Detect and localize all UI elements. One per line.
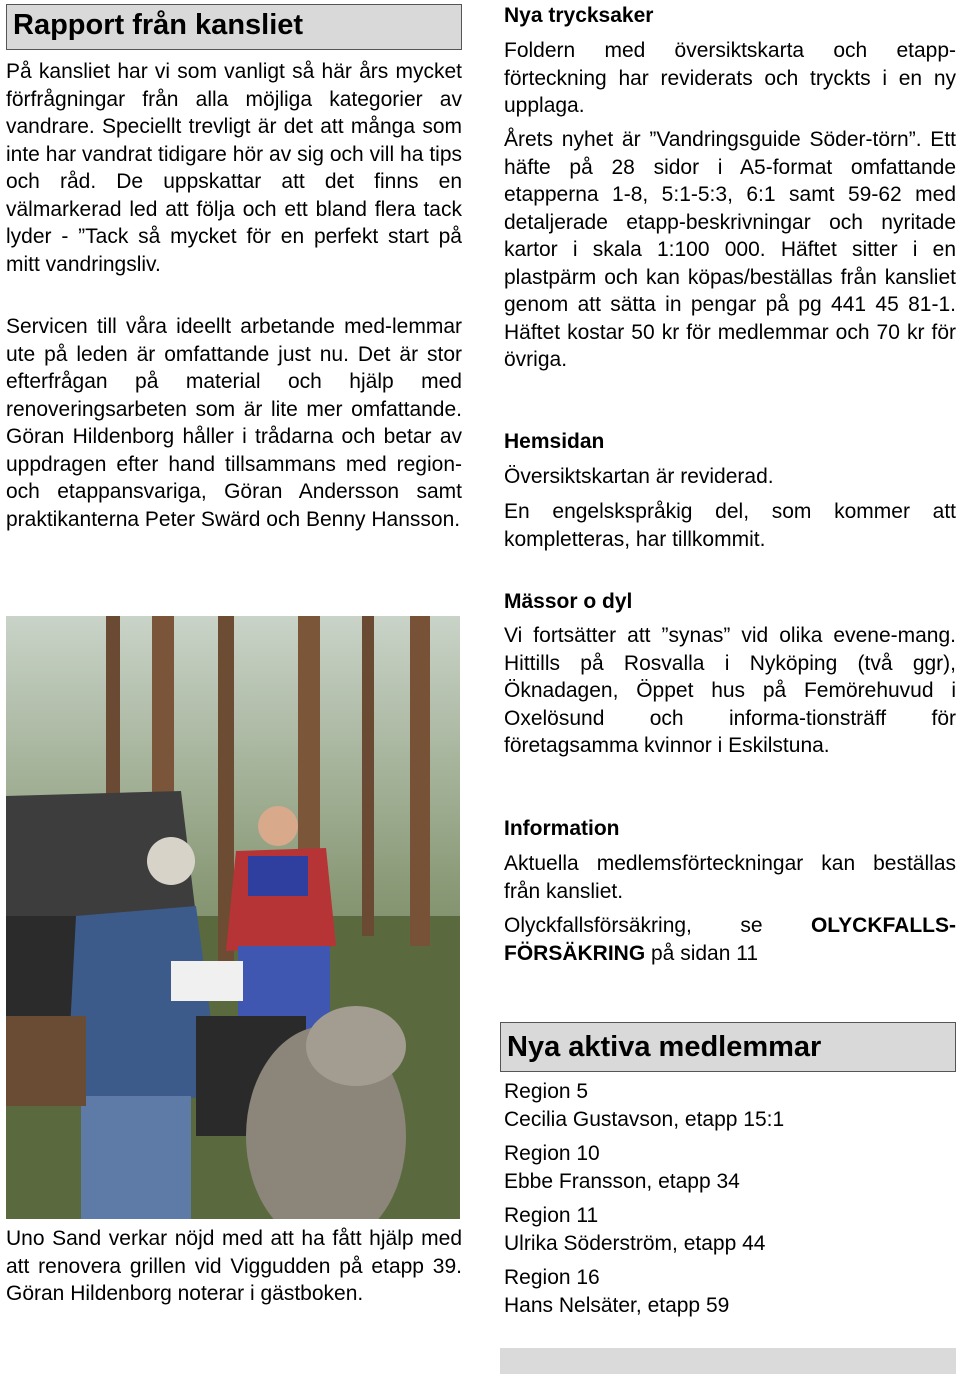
insurance-reference: OLYCKFALLS-FÖRSÄKRING	[504, 914, 956, 965]
paragraph	[504, 850, 956, 905]
member-region: Region 16	[504, 1266, 600, 1289]
member-name: Ulrika Söderström, etapp 44	[504, 1231, 766, 1255]
service-paragraph: Servicen till våra ideellt arbetande med-lemmar ute på leden är omfattande just nu. Det är stor efterfrågan på material och hjälp med renoveringsarbeten som är lite mer omfattande. Göran Hildenborg håller i trådarna och betar av uppdragen efter hand tillsammans med region- och etappansvariga, Göran Andersson samt praktikanterna Peter Swärd och Benny Hansson.	[6, 315, 462, 531]
photo-grill-renovation	[6, 616, 460, 1219]
member-name: Ebbe Fransson, etapp 34	[504, 1169, 740, 1193]
heading-massor: Mässor o dyl	[504, 590, 633, 613]
info-paragraph-2	[504, 912, 956, 967]
insurance-text: Olyckfallsförsäkring, se	[504, 914, 811, 937]
list-item	[504, 1264, 956, 1319]
folder-paragraph: Foldern med översiktskarta och etapp-förteckning har reviderats och tryckts i en ny upplaga.	[504, 39, 956, 117]
forest-photo-illustration	[6, 616, 460, 1219]
website-paragraph-1: Översiktskartan är reviderad.	[504, 465, 774, 488]
fairs-paragraph: Vi fortsätter att ”synas” vid olika evene-mang. Hittills på Rosvalla i Nyköping (två ggr), Öknadagen, Öppet hus på Femörehuvud i Oxelösund och informa-tionsträff för företagsamma kvinnor i Eskilstuna.	[504, 624, 956, 757]
paragraph	[6, 58, 462, 278]
member-region: Region 10	[504, 1142, 600, 1165]
heading-hemsidan: Hemsidan	[504, 430, 605, 453]
list-item	[504, 1140, 956, 1195]
member-region: Region 5	[504, 1080, 589, 1103]
member-name: Cecilia Gustavson, etapp 15:1	[504, 1107, 785, 1131]
title-text: Rapport från kansliet	[13, 9, 304, 41]
footer-bar	[500, 1348, 956, 1374]
paragraph	[504, 622, 956, 760]
list-item	[504, 1202, 956, 1257]
intro-paragraph: På kansliet har vi som vanligt så här års mycket förfrågningar från alla möjliga kategorier av vandrare. Speciellt trevligt är det att många som inte har vandrat tidigare hör av sig och vill ha tips och råd. De uppskattar att det finns en välmarkerad led att följa och ett bland flera tack lyder - ”Tack så mycket för en perfekt start på mitt vandringsliv.	[6, 60, 462, 276]
members-list	[504, 1078, 956, 1319]
paragraph	[504, 498, 956, 553]
paragraph	[6, 313, 462, 533]
section-title-rapport	[6, 4, 462, 50]
insurance-page-text: på sidan 11	[645, 941, 759, 965]
section-title-nya-medlemmar	[500, 1022, 956, 1072]
info-paragraph-1: Aktuella medlemsförteckningar kan beställas från kansliet.	[504, 852, 956, 903]
paragraph	[504, 463, 956, 491]
paragraph	[504, 37, 956, 120]
heading-trycksaker: Nya trycksaker	[504, 4, 654, 27]
guide-paragraph: Årets nyhet är ”Vandringsguide Söder-törn”. Ett häfte på 28 sidor i A5-format omfattande etapperna 1-8, 5:1-5:3, 6:1 samt 59-62 med detaljerade etapp-beskrivningar och nyritade kartor i skala 1:100 000. Häftet sitter i en plastpärm och kan köpas/beställas från kansliet genom att sätta in pengar på pg 441 45 81-1. Häftet kostar 50 kr för medlemmar och 70 kr för övriga.	[504, 128, 956, 371]
member-name: Hans Nelsäter, etapp 59	[504, 1293, 730, 1317]
member-region: Region 11	[504, 1204, 599, 1227]
paragraph	[504, 126, 956, 374]
paragraph	[504, 912, 956, 967]
photo-caption: Uno Sand verkar nöjd med att ha fått hjälp med att renovera grillen vid Viggudden på etapp 39. Göran Hildenborg noterar i gästboken.	[6, 1227, 462, 1305]
list-item	[504, 1078, 956, 1133]
title-text: Nya aktiva medlemmar	[507, 1031, 822, 1063]
heading-information: Information	[504, 817, 620, 840]
website-paragraph-2: En engelskspråkig del, som kommer att kompletteras, har tillkommit.	[504, 500, 956, 551]
caption-container	[6, 1225, 462, 1308]
